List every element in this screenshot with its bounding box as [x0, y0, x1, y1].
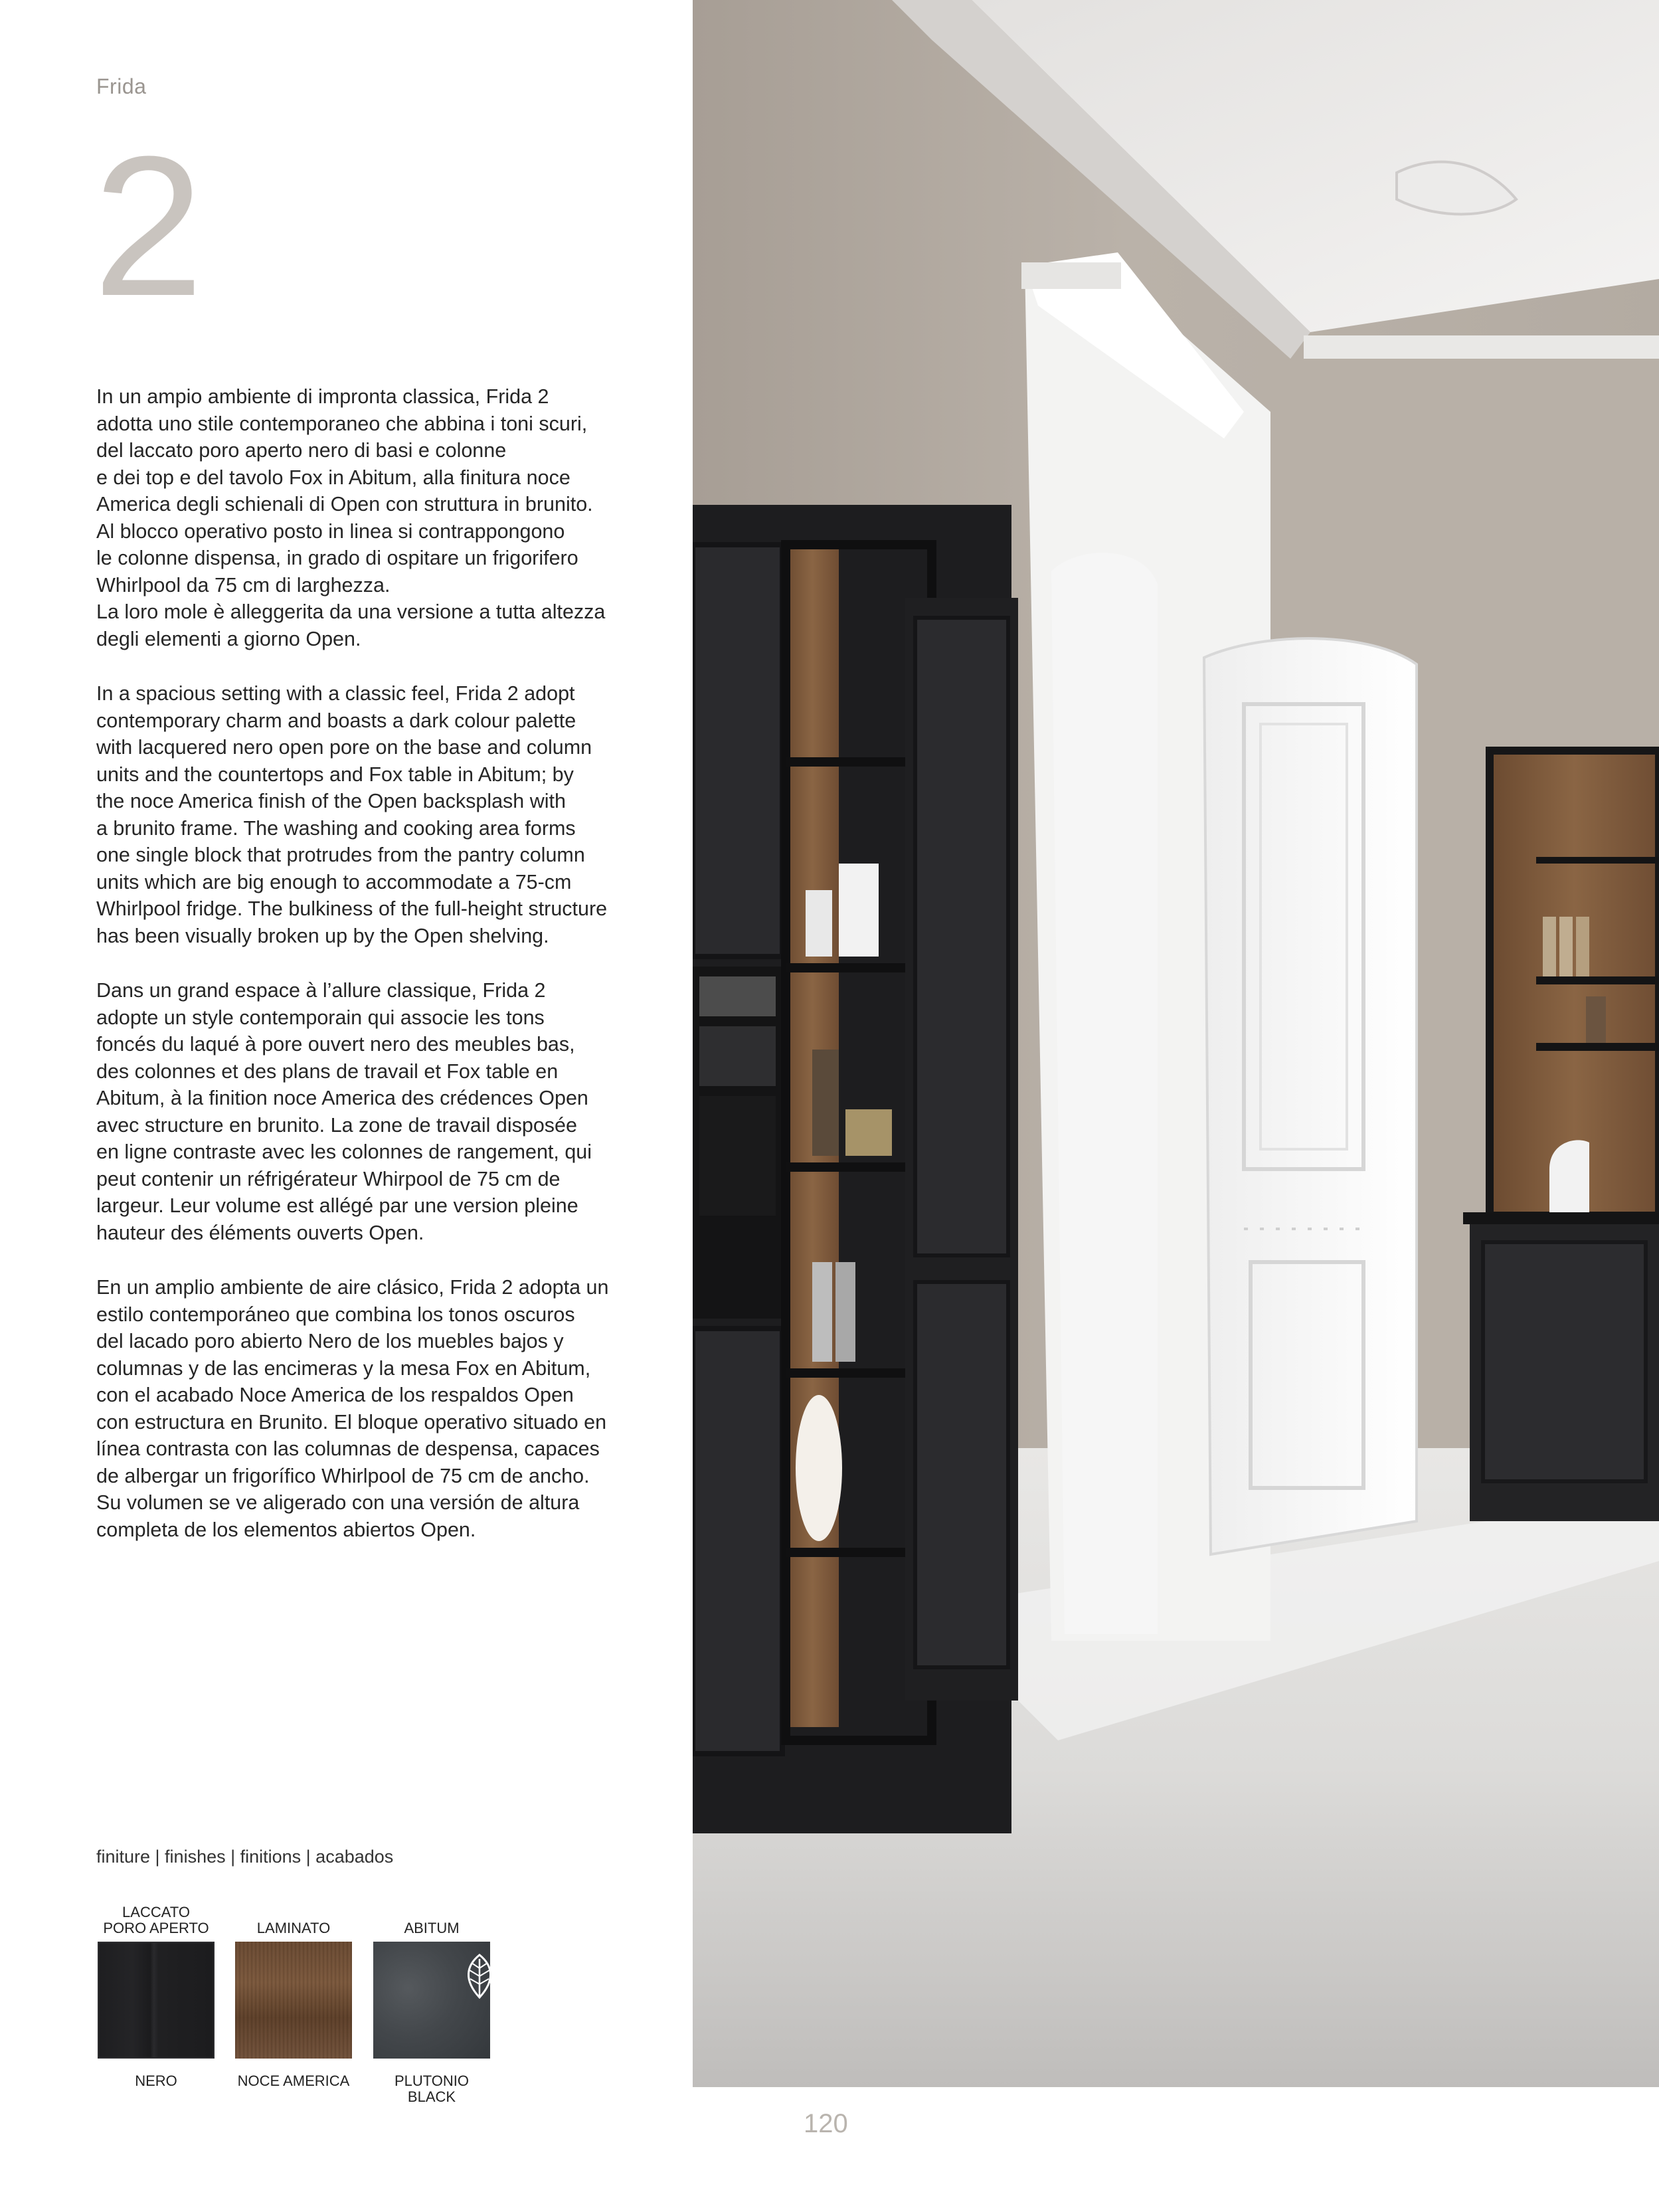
paragraph-italian: In un ampio ambiente di impronta classica, Frida 2 adotta uno stile contemporaneo che abbina i toni scuri, del laccato poro aperto nero di basi e colonne e dei top e del tavolo Fox in Abitum, alla finitura noce America degli schienali di Open con struttura in brunito. Al blocco operativo posto in linea si contrappongono le colonne dispensa, in grado di ospitare un frigorifero Whirlpool da 75 cm di larghezza. La loro mole è alleggerita da una versione a tutta altezza degli elementi a giorno Open.	[96, 385, 606, 650]
finish-category: LACCATO PORO APERTO	[103, 1904, 209, 1936]
finish-category: LAMINATO	[256, 1920, 331, 1936]
finish-swatch-nero	[98, 1942, 215, 2059]
finishes-heading: finiture | finishes | finitions | acabados	[96, 1847, 394, 1867]
finish-swatch-plutonio-black	[373, 1942, 490, 2059]
finish-noce-america	[234, 1896, 353, 2089]
finish-name: PLUTONIO BLACK	[394, 2073, 470, 2105]
paragraph-spanish: En un amplio ambiente de aire clásico, Frida 2 adopta un estilo contemporáneo que combina los tonos oscuros del lacado poro abierto Nero de los muebles bajos y columnas y de las encimeras y la mesa Fox en Abitum, con el acabado Noce America de los respaldos Open con estructura en Brunito. El bloque operativo situado en línea contrasta con las columnas de despensa, capaces de albergar un frigorífico Whirlpool de 75 cm de ancho. Su volumen se ve aligerado con una versión de altura completa de los elementos abiertos Open.	[96, 1276, 609, 1541]
description-text	[96, 383, 628, 1571]
paragraph-english: In a spacious setting with a classic feel, Frida 2 adopt contemporary charm and boasts a dark colour palette with lacquered nero open pore on the base and column units and the countertops and Fox table in Abitum; by the noce America finish of the Open backsplash with a brunito frame. The washing and cooking area forms one single block that protrudes from the pantry column units which are big enough to accommodate a 75-cm Whirlpool fridge. The bulkiness of the full-height structure has been visually broken up by the Open shelving.	[96, 682, 608, 947]
leaf-icon	[460, 1952, 499, 2000]
finish-plutonio-black	[372, 1896, 491, 2105]
kitchen-photo	[693, 0, 1659, 2087]
page-number: 120	[804, 2109, 848, 2138]
model-number: 2	[93, 114, 204, 337]
finish-swatch-noce-america	[235, 1942, 352, 2059]
series-title: Frida	[96, 74, 147, 98]
finish-name: NERO	[135, 2073, 177, 2089]
kitchen-illustration	[693, 0, 1659, 2087]
finish-category: ABITUM	[404, 1920, 460, 1936]
finish-name: NOCE AMERICA	[237, 2073, 350, 2089]
finish-nero	[96, 1896, 216, 2089]
paragraph-french: Dans un grand espace à l’allure classique, Frida 2 adopte un style contemporain qui associe les tons foncés du laqué à pore ouvert nero des meubles bas, des colonnes et des plans de travail et Fox table en Abitum, à la finition noce America des crédences Open avec structure en brunito. La zone de travail disposée en ligne contraste avec les colonnes de rangement, qui peut contenir un réfrigérateur Whirpool de 75 cm de largeur. Leur volume est allégé par une version pleine hauteur des éléments ouverts Open.	[96, 979, 592, 1244]
